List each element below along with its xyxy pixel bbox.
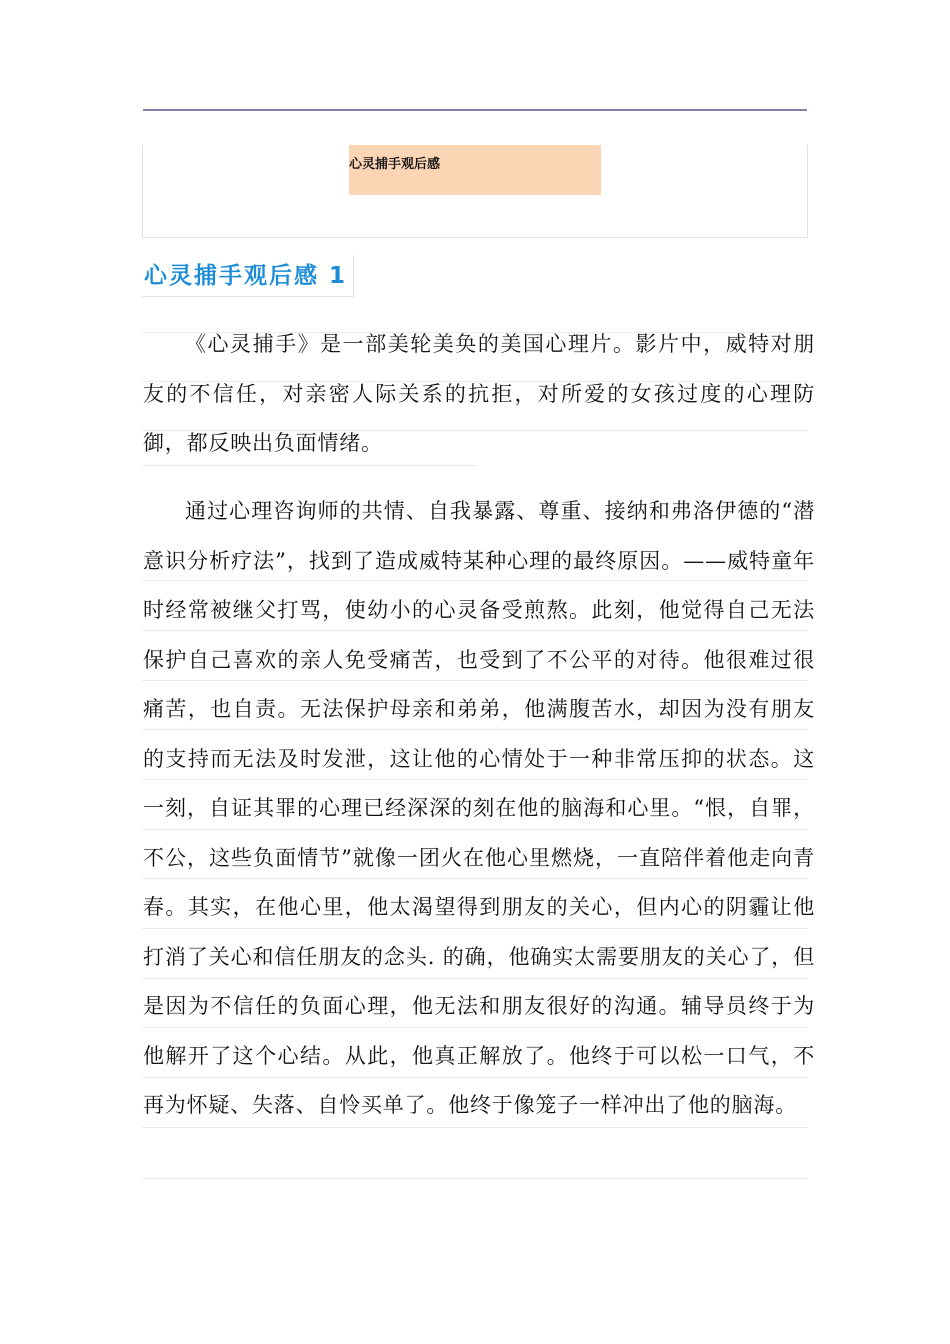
header-divider bbox=[143, 109, 807, 111]
body-paragraph: 通过心理咨询师的共情、自我暴露、尊重、接纳和弗洛伊德的“潜意识分析疗法”，找到了造成威特某种心理的最终原因。——威特童年时经常被继父打骂，使幼小的心灵备受煎熬。此刻，他觉得自己无法保护自己喜欢的亲人免受痛苦，也受到了不公平的对待。他很难过很痛苦，也自责。无法保护母亲和弟弟，他满腹苦水，却因为没有朋友的支持而无法及时发泄，这让他的心情处于一种非常压抑的状态。这一刻，自证其罪的心理已经深深的刻在他的脑海和心里。“恨，自罪，不公，这些负面情节”就像一团火在他心里燃烧，一直陪伴着他走向青春。其实，在他心里，他太渴望得到朋友的关心，但内心的阴霾让他打消了关心和信任朋友的念头. 的确，他确实太需要朋友的关心了，但是因为不信任的负面心理，他无法和朋友很好的沟通。辅导员终于为他解开了这个心结。从此，他真正解放了。他终于可以松一口气，不再为怀疑、失落、自怜买单了。他终于像笼子一样冲出了他的脑海。 bbox=[143, 499, 815, 1117]
body-paragraph: 《心灵捕手》是一部美轮美奂的美国心理片。影片中，威特对朋友的不信任，对亲密人际关系的抗拒，对所爱的女孩过度的心理防御，都反映出负面情绪。 bbox=[143, 332, 815, 455]
section-title: 心灵捕手观后感 1 bbox=[142, 255, 354, 297]
document-header-label: 心灵捕手观后感 bbox=[349, 145, 601, 195]
